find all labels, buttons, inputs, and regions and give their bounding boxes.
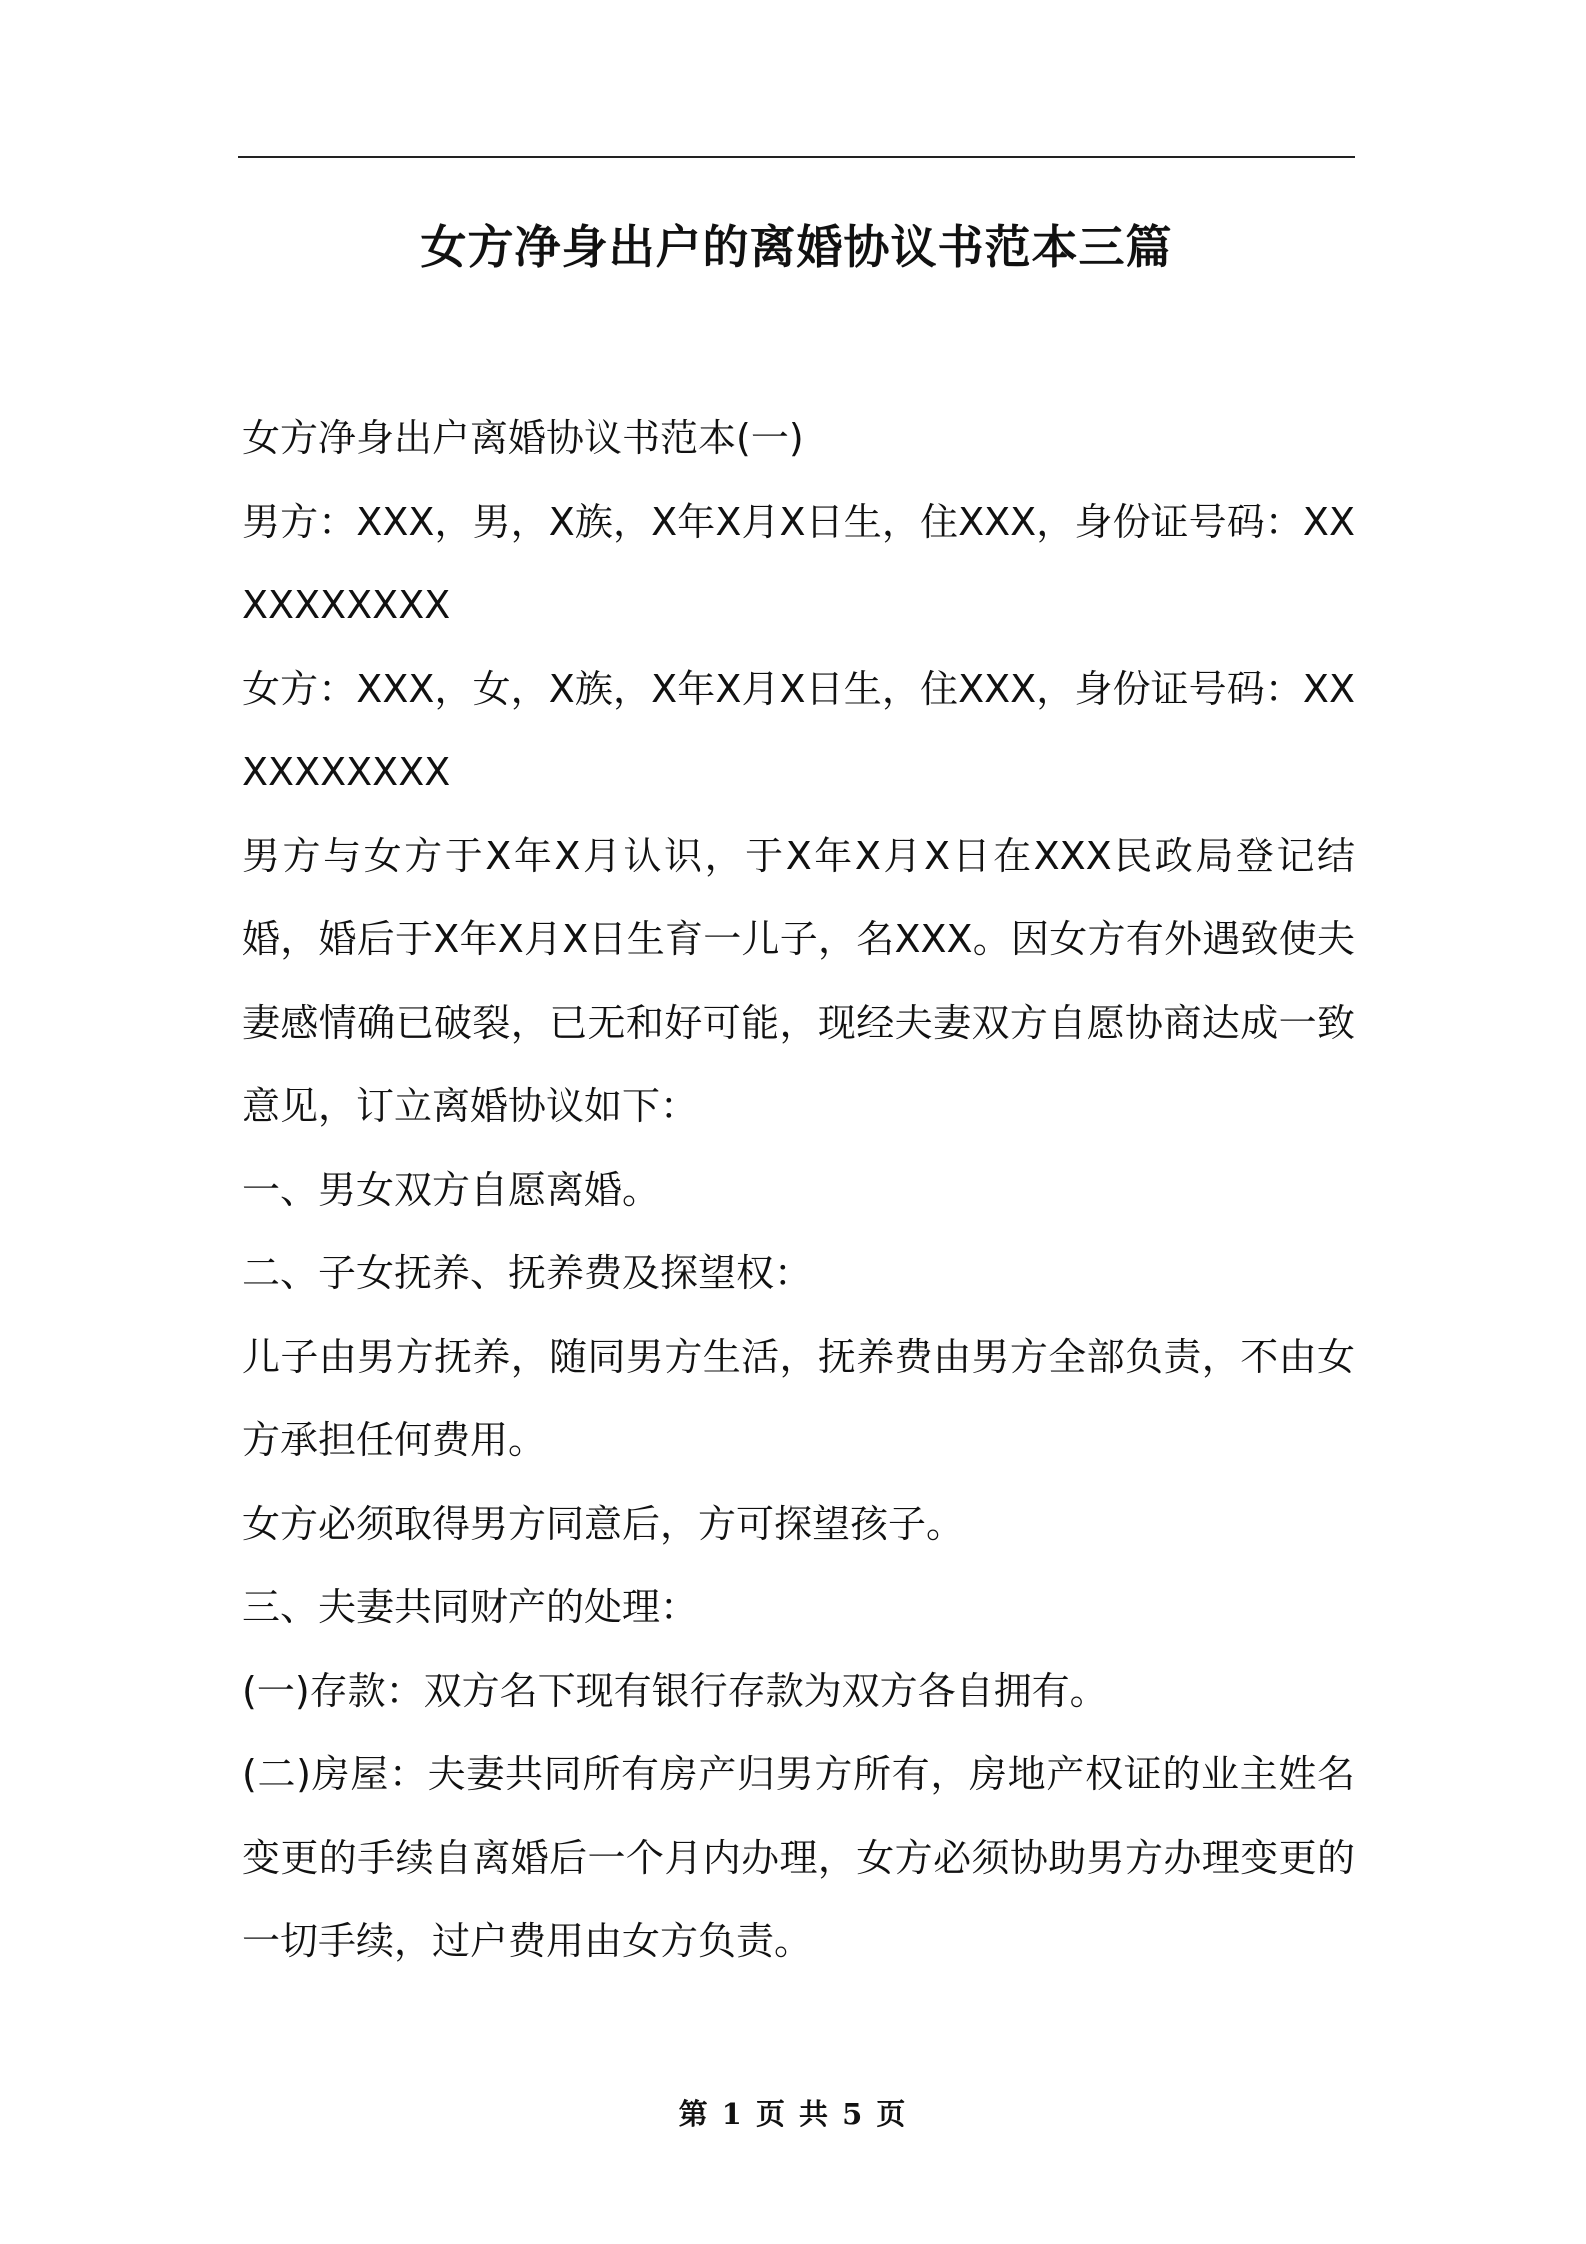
document-body bbox=[242, 397, 1355, 1984]
clause-child-support-heading: 二、子女抚养、抚养费及探望权： bbox=[242, 1251, 813, 1295]
page-number: 第 1 页 共 5 页 bbox=[678, 2097, 908, 2131]
child-custody-paragraph: 儿子由男方抚养，随同男方生活，抚养费由男方全部负责，不由女方承担任何费用。 bbox=[242, 1334, 1355, 1462]
document-title: 女方净身出户的离婚协议书范本三篇 bbox=[420, 220, 1173, 274]
male-party-info: 男方：XXX，男，X族，X年X月X日生，住XXX，身份证号码：XXXXXXXXXX bbox=[242, 499, 1355, 627]
property-house: (二)房屋：夫妻共同所有房产归男方所有，房地产权证的业主姓名变更的手续自离婚后一个月内办理，女方必须协助男方办理变更的一切手续，过户费用由女方负责。 bbox=[242, 1752, 1355, 1963]
header-rule bbox=[238, 156, 1355, 158]
clause-divorce: 一、男女双方自愿离婚。 bbox=[242, 1167, 661, 1212]
female-party-info: 女方：XXX，女，X族，X年X月X日生，住XXX，身份证号码：XXXXXXXXXX bbox=[242, 666, 1355, 794]
visitation-paragraph: 女方必须取得男方同意后，方可探望孩子。 bbox=[242, 1501, 965, 1546]
background-paragraph: 男方与女方于X年X月认识，于X年X月X日在XXX民政局登记结婚，婚后于X年X月X日生育一儿子，名XXX。因女方有外遇致使夫妻感情确已破裂，已无和好可能，现经夫妻双方自愿协商达成一致意见，订立离婚协议如下： bbox=[242, 833, 1355, 1128]
clause-property-heading: 三、夫妻共同财产的处理： bbox=[242, 1585, 699, 1629]
property-deposits: (一)存款：双方名下现有银行存款为双方各自拥有。 bbox=[242, 1668, 1108, 1713]
section-heading: 女方净身出户离婚协议书范本(一) bbox=[242, 416, 804, 460]
